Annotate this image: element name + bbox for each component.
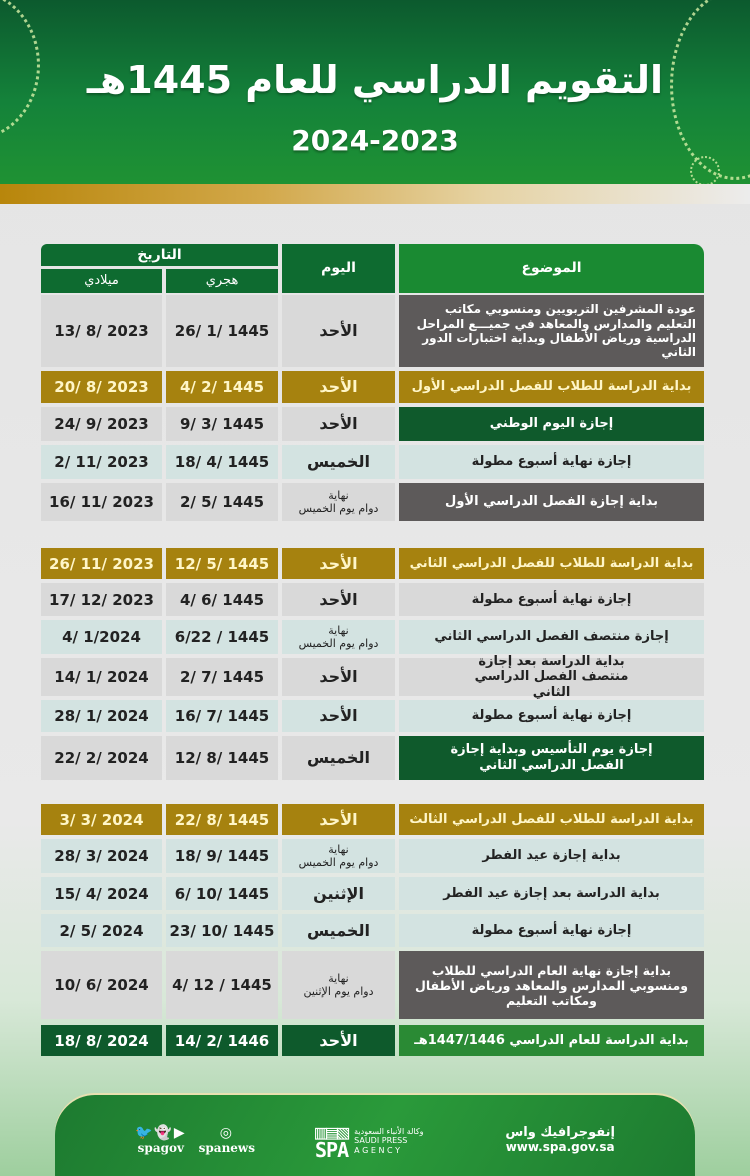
table-row [41,295,704,367]
handle-spanews: spanews [198,1141,256,1155]
calendar-section-1 [41,295,704,525]
table-row [41,371,704,403]
table-row [41,736,704,780]
spa-logo-text [354,1127,423,1156]
infographic-label: إنفوجرافيك واس [505,1125,615,1140]
hijri-date: 16/ 7/ 1445 [166,700,278,732]
day: الأحد [282,700,395,732]
day: الخميس [282,914,395,947]
topic: بداية الدراسة للطلاب للفصل الدراسي الثاني [399,548,704,579]
table-row [41,700,704,732]
topic: عودة المشرفين التربويين ومنسوبي مكاتب التعليم والمدارس والمعاهد في جميـــع المراحل الدراسية ورياض الأطفال وبداية اختبارات الدور الثاني [399,295,704,367]
topic: إجازة منتصف الفصل الدراسي الثاني [399,620,704,654]
topic: بداية إجازة الفصل الدراسي الأول [399,483,704,521]
page-subtitle: 2024-2023 [291,124,459,157]
hijri-date: 23/ 10/ 1445 [166,914,278,947]
day-line: دوام يوم الخميس [298,856,379,869]
hijri-date: 4/ 2/ 1445 [166,371,278,403]
day-line: نهاية [328,623,349,637]
topic: بداية الدراسة للطلاب للفصل الدراسي الثالث [399,804,704,835]
column-header-day: اليوم [282,244,395,293]
agency-english: SAUDI PRESS [354,1136,408,1146]
gregorian-date: 16/ 11/ 2023 [41,483,162,521]
header-banner [0,0,750,184]
footer-banner [55,1095,695,1176]
day-line: دوام يوم الإثنين [303,985,374,998]
column-header-gregorian: ميلادي [41,269,162,293]
day: الخميس [282,445,395,479]
topic: إجازة نهاية أسبوع مطولة [399,700,704,732]
hijri-date: 14/ 2/ 1446 [166,1025,278,1056]
day-line: نهاية [328,488,349,502]
gold-band [0,184,750,204]
table-row [41,951,704,1019]
hijri-date: 26/ 1/ 1445 [166,295,278,367]
hijri-date: 6/22 / 1445 [166,620,278,654]
gregorian-date: 18/ 8/ 2024 [41,1025,162,1056]
gregorian-date: 28/ 3/ 2024 [41,839,162,873]
topic: بداية الدراسة للطلاب للفصل الدراسي الأول [399,371,704,403]
day: الأحد [282,295,395,367]
gregorian-date: 2/ 5/ 2024 [41,914,162,947]
hijri-date: 2/ 5/ 1445 [166,483,278,521]
gregorian-date: 3/ 3/ 2024 [41,804,162,835]
day [282,483,395,521]
table-row [41,620,704,654]
hijri-date: 2/ 7/ 1445 [166,658,278,696]
handle-spagov: spagov [137,1141,184,1155]
table-row [41,483,704,521]
hijri-date: 4/ 12 / 1445 [166,951,278,1019]
hijri-date: 4/ 6/ 1445 [166,583,278,616]
day-line: دوام يوم الخميس [298,502,379,515]
topic: بداية الدراسة بعد إجازة منتصف الفصل الدراسي الثاني [399,658,704,696]
day [282,951,395,1019]
instagram-icon: ◎ [219,1125,234,1141]
gregorian-date: 20/ 8/ 2023 [41,371,162,403]
day: الإثنين [282,877,395,910]
column-header-date: التاريخ [41,244,278,266]
gregorian-date: 17/ 12/ 2023 [41,583,162,616]
day-line: نهاية [328,971,349,985]
topic: إجازة نهاية أسبوع مطولة [399,583,704,616]
table-row [41,839,704,873]
table-row [41,548,704,579]
infographic-credit [505,1125,615,1154]
day [282,839,395,873]
gregorian-date: 24/ 9/ 2023 [41,407,162,441]
topic: بداية الدراسة بعد إجازة عيد الفطر [399,877,704,910]
decorative-dots [690,156,720,184]
day: الأحد [282,804,395,835]
table-row [41,407,704,441]
day [282,620,395,654]
day-line: نهاية [328,842,349,856]
gregorian-date: 13/ 8/ 2023 [41,295,162,367]
topic: إجازة اليوم الوطني [399,407,704,441]
table-row [41,877,704,910]
social-spanews[interactable] [199,1125,255,1155]
hijri-date: 9/ 3/ 1445 [166,407,278,441]
hijri-date: 12/ 5/ 1445 [166,548,278,579]
day-line: دوام يوم الخميس [298,637,379,650]
table-row [41,653,704,700]
day: الأحد [282,407,395,441]
agency-arabic: وكالة الأنباء السعودية [354,1126,424,1136]
page-title: التقويم الدراسي للعام 1445هـ [86,58,664,102]
social-spagov[interactable] [135,1125,187,1155]
hijri-date: 18/ 9/ 1445 [166,839,278,873]
calendar-section-2 [41,548,704,784]
social-handles [135,1125,255,1155]
hijri-date: 18/ 4/ 1445 [166,445,278,479]
gregorian-date: 2/ 11/ 2023 [41,445,162,479]
topic: إجازة نهاية أسبوع مطولة [399,445,704,479]
table-row [41,804,704,835]
table-row [41,445,704,479]
topic: بداية الدراسة للعام الدراسي 1447/1446هـ [399,1025,704,1056]
agency-english: A G E N C Y [354,1145,401,1155]
calendar-section-3 [41,804,704,1060]
day: الأحد [282,583,395,616]
hijri-date: 12/ 8/ 1445 [166,736,278,780]
column-header-hijri: هجري [166,269,278,293]
table-row [41,1025,704,1056]
gregorian-date: 14/ 1/ 2024 [41,658,162,696]
table-row [41,583,704,616]
website-link[interactable]: www.spa.gov.sa [505,1140,615,1154]
gregorian-date: 4/ 1/2024 [41,620,162,654]
topic: إجازة نهاية أسبوع مطولة [399,914,704,947]
topic: بداية إجازة عيد الفطر [399,839,704,873]
calendar-table-header [41,244,704,297]
topic: بداية إجازة نهاية العام الدراسي للطلاب ومنسوبي المدارس والمعاهد ورياض الأطفال ومكاتب التعليم [399,951,704,1019]
hijri-date: 6/ 10/ 1445 [166,877,278,910]
spa-logo [315,1120,424,1162]
table-row [41,914,704,947]
day: الأحد [282,371,395,403]
twitter-snapchat-youtube-icon: 🐦👻▶ [135,1125,187,1141]
day: الأحد [282,658,395,696]
gregorian-date: 28/ 1/ 2024 [41,700,162,732]
topic: إجازة يوم التأسيس وبداية إجازة الفصل الدراسي الثاني [399,736,704,780]
spa-logo-mark: ▥▤▧ SPA [315,1120,349,1162]
gregorian-date: 22/ 2/ 2024 [41,736,162,780]
gregorian-date: 26/ 11/ 2023 [41,548,162,579]
column-header-topic: الموضوع [399,244,704,293]
gregorian-date: 15/ 4/ 2024 [41,877,162,910]
day: الخميس [282,736,395,780]
gregorian-date: 10/ 6/ 2024 [41,951,162,1019]
hijri-date: 22/ 8/ 1445 [166,804,278,835]
day: الأحد [282,1025,395,1056]
day: الأحد [282,548,395,579]
